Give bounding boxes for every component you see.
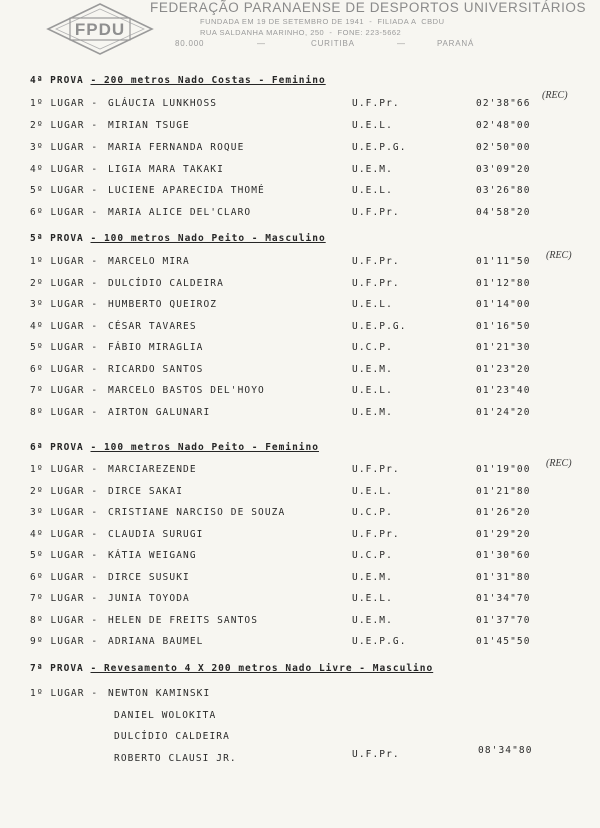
athlete-name: LIGIA MARA TAKAKI — [108, 164, 224, 175]
finish-time: 04'58"20 — [476, 207, 531, 218]
event-number: 5ª PROVA — [30, 233, 84, 244]
place-label: 7º LUGAR - — [30, 593, 99, 604]
place-label: 1º LUGAR - — [30, 256, 99, 267]
org-founded-line: FUNDADA EM 19 DE SETEMBRO DE 1941 - FILIADA A CBDU — [200, 17, 445, 26]
org-dash: — — [397, 39, 406, 48]
place-label: 2º LUGAR - — [30, 486, 99, 497]
place-label: 5º LUGAR - — [30, 550, 99, 561]
club-code: U.F.Pr. — [352, 464, 400, 475]
record-note: (REC) — [546, 250, 572, 261]
place-label: 5º LUGAR - — [30, 185, 99, 196]
athlete-name: CRISTIANE NARCISO DE SOUZA — [108, 507, 286, 518]
club-code: U.E.L. — [352, 299, 393, 310]
athlete-name: FÁBIO MIRAGLIA — [108, 342, 204, 353]
athlete-name: KÁTIA WEIGANG — [108, 550, 197, 561]
finish-time: 08'34"80 — [478, 745, 533, 756]
athlete-name: DULCÍDIO CALDEIRA — [108, 278, 224, 289]
org-address-line: RUA SALDANHA MARINHO, 250 - FONE: 223-5662 — [200, 28, 402, 37]
org-name: FEDERAÇÃO PARANAENSE DE DESPORTOS UNIVERSITÁRIOS — [150, 0, 587, 15]
club-code: U.E.L. — [352, 593, 393, 604]
event-title: - 100 metros Nado Peito - Feminino — [90, 442, 319, 453]
finish-time: 01'11"50 — [476, 256, 531, 267]
finish-time: 01'14"00 — [476, 299, 531, 310]
place-label: 5º LUGAR - — [30, 342, 99, 353]
place-label: 6º LUGAR - — [30, 364, 99, 375]
finish-time: 01'26"20 — [476, 507, 531, 518]
club-code: U.E.L. — [352, 486, 393, 497]
club-code: U.E.P.G. — [352, 636, 407, 647]
finish-time: 01'23"20 — [476, 364, 531, 375]
finish-time: 01'24"20 — [476, 407, 531, 418]
finish-time: 01'29"20 — [476, 529, 531, 540]
club-code: U.C.P. — [352, 550, 393, 561]
athlete-name: NEWTON KAMINSKI — [108, 688, 211, 699]
place-label: 4º LUGAR - — [30, 164, 99, 175]
place-label: 3º LUGAR - — [30, 142, 99, 153]
athlete-name: MIRIAN TSUGE — [108, 120, 190, 131]
athlete-name: CLAUDIA SURUGI — [108, 529, 204, 540]
athlete-name: LUCIENE APARECIDA THOMÉ — [108, 185, 265, 196]
org-cep: 80.000 — [175, 39, 205, 48]
org-state: PARANÁ — [437, 39, 475, 48]
logo-emblem-icon — [44, 2, 156, 56]
place-label: 3º LUGAR - — [30, 299, 99, 310]
place-label: 1º LUGAR - — [30, 688, 99, 699]
place-label: 4º LUGAR - — [30, 529, 99, 540]
athlete-name: CÉSAR TAVARES — [108, 321, 197, 332]
club-code: U.F.Pr. — [352, 749, 400, 760]
athlete-name: DIRCE SUSUKI — [108, 572, 190, 583]
club-code: U.C.P. — [352, 342, 393, 353]
athlete-name: MARIA FERNANDA ROQUE — [108, 142, 245, 153]
athlete-name: GLÁUCIA LUNKHOSS — [108, 98, 218, 109]
place-label: 9º LUGAR - — [30, 636, 99, 647]
place-label: 8º LUGAR - — [30, 407, 99, 418]
finish-time: 01'30"60 — [476, 550, 531, 561]
club-code: U.E.P.G. — [352, 142, 407, 153]
finish-time: 01'12"80 — [476, 278, 531, 289]
event-number: 7ª PROVA — [30, 663, 84, 674]
event-heading — [30, 663, 433, 674]
club-code: U.C.P. — [352, 507, 393, 518]
club-code: U.F.Pr. — [352, 98, 400, 109]
athlete-name: JUNIA TOYODA — [108, 593, 190, 604]
place-label: 3º LUGAR - — [30, 507, 99, 518]
club-code: U.E.L. — [352, 385, 393, 396]
finish-time: 01'31"80 — [476, 572, 531, 583]
athlete-name: DANIEL WOLOKITA — [114, 710, 217, 721]
club-code: U.F.Pr. — [352, 256, 400, 267]
club-code: U.F.Pr. — [352, 278, 400, 289]
event-title: - Revesamento 4 X 200 metros Nado Livre - Masculino — [90, 663, 434, 674]
athlete-name: DIRCE SAKAI — [108, 486, 184, 497]
finish-time: 03'09"20 — [476, 164, 531, 175]
record-note: (REC) — [546, 458, 572, 469]
club-code: U.E.M. — [352, 572, 393, 583]
finish-time: 01'37"70 — [476, 615, 531, 626]
place-label: 1º LUGAR - — [30, 98, 99, 109]
finish-time: 01'19"00 — [476, 464, 531, 475]
place-label: 6º LUGAR - — [30, 572, 99, 583]
fpdu-logo — [44, 2, 156, 56]
event-number: 4ª PROVA — [30, 75, 84, 86]
athlete-name: ROBERTO CLAUSI JR. — [114, 753, 237, 764]
finish-time: 02'38"66 — [476, 98, 531, 109]
finish-time: 01'21"30 — [476, 342, 531, 353]
athlete-name: RICARDO SANTOS — [108, 364, 204, 375]
club-code: U.F.Pr. — [352, 529, 400, 540]
club-code: U.E.L. — [352, 185, 393, 196]
club-code: U.E.M. — [352, 164, 393, 175]
club-code: U.E.M. — [352, 407, 393, 418]
athlete-name: ADRIANA BAUMEL — [108, 636, 204, 647]
club-code: U.E.M. — [352, 615, 393, 626]
record-note: (REC) — [542, 90, 568, 101]
event-number: 6ª PROVA — [30, 442, 84, 453]
athlete-name: MARCELO MIRA — [108, 256, 190, 267]
place-label: 6º LUGAR - — [30, 207, 99, 218]
event-title: - 200 metros Nado Costas - Feminino — [90, 75, 326, 86]
finish-time: 02'48"00 — [476, 120, 531, 131]
finish-time: 02'50"00 — [476, 142, 531, 153]
athlete-name: MARCIAREZENDE — [108, 464, 197, 475]
athlete-name: AIRTON GALUNARI — [108, 407, 211, 418]
place-label: 2º LUGAR - — [30, 120, 99, 131]
org-dash: — — [257, 39, 266, 48]
club-code: U.E.M. — [352, 364, 393, 375]
finish-time: 01'45"50 — [476, 636, 531, 647]
event-title: - 100 metros Nado Peito - Masculino — [90, 233, 326, 244]
place-label: 1º LUGAR - — [30, 464, 99, 475]
place-label: 8º LUGAR - — [30, 615, 99, 626]
finish-time: 01'21"80 — [476, 486, 531, 497]
finish-time: 03'26"80 — [476, 185, 531, 196]
place-label: 4º LUGAR - — [30, 321, 99, 332]
athlete-name: MARCELO BASTOS DEL'HOYO — [108, 385, 265, 396]
finish-time: 01'16"50 — [476, 321, 531, 332]
athlete-name: DULCÍDIO CALDEIRA — [114, 731, 230, 742]
svg-text:FPDU: FPDU — [74, 20, 126, 39]
event-heading — [30, 75, 326, 86]
athlete-name: HUMBERTO QUEIROZ — [108, 299, 218, 310]
club-code: U.E.L. — [352, 120, 393, 131]
athlete-name: MARIA ALICE DEL'CLARO — [108, 207, 252, 218]
finish-time: 01'34"70 — [476, 593, 531, 604]
club-code: U.F.Pr. — [352, 207, 400, 218]
event-heading — [30, 442, 319, 453]
place-label: 7º LUGAR - — [30, 385, 99, 396]
place-label: 2º LUGAR - — [30, 278, 99, 289]
athlete-name: HELEN DE FREITS SANTOS — [108, 615, 259, 626]
finish-time: 01'23"40 — [476, 385, 531, 396]
org-city: CURITIBA — [311, 39, 355, 48]
event-heading — [30, 233, 326, 244]
club-code: U.E.P.G. — [352, 321, 407, 332]
